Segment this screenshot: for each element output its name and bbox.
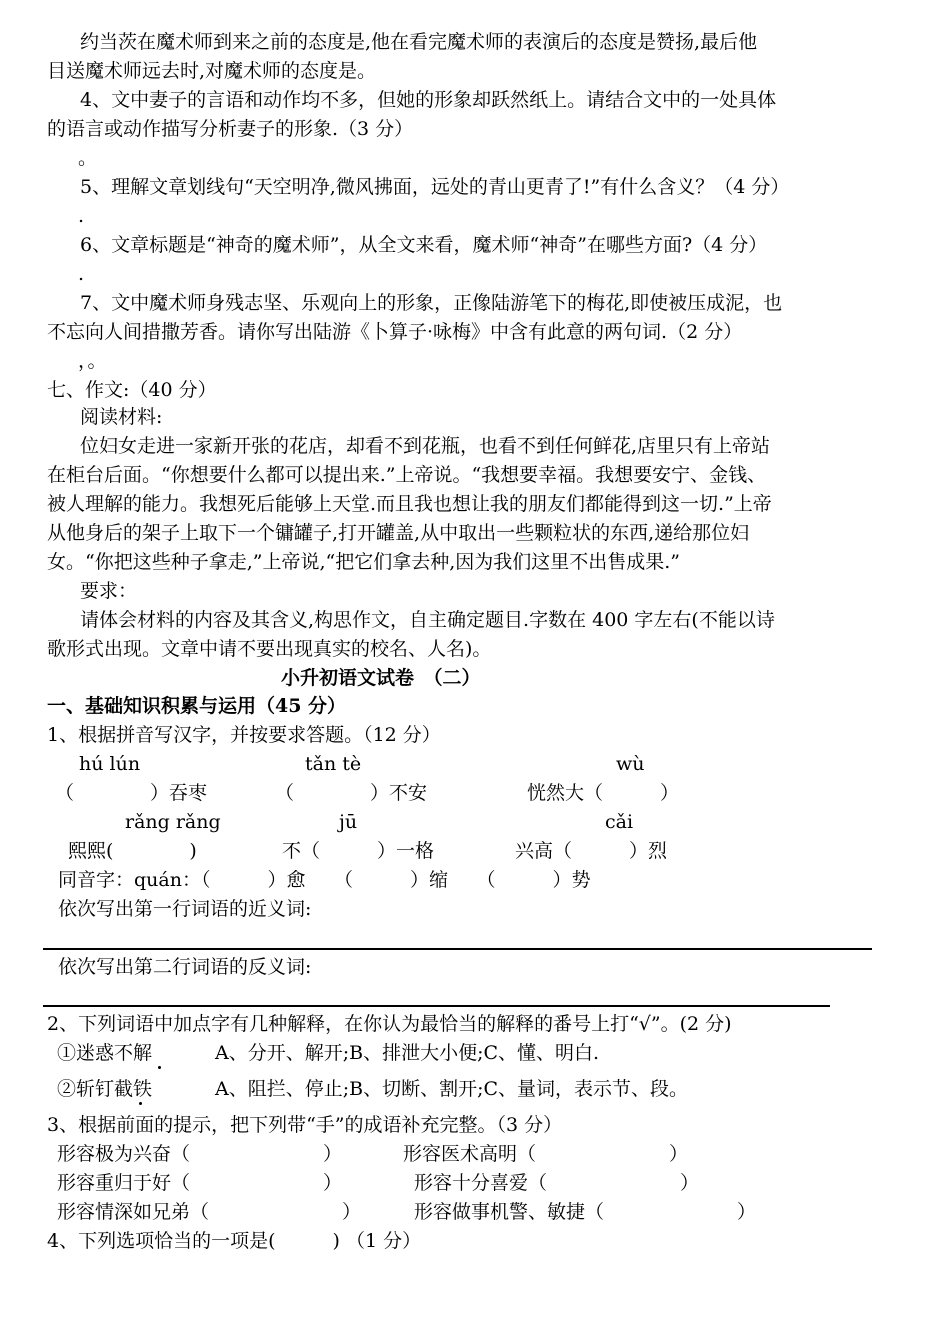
- idiom-blank: 形容做事机警、敏捷（ ）: [414, 1201, 757, 1223]
- idiom-blank: 形容情深如兄弟（ ）: [57, 1201, 362, 1223]
- idiom-blank: 形容极为兴奋（ ）: [57, 1143, 343, 1165]
- idiom-blank: 形容医术高明（ ）: [403, 1143, 689, 1165]
- text-line: 歌形式出现。文章中请不要出现真实的校名、人名)。: [47, 638, 492, 660]
- options-line: A、阻拦、停止;B、切断、割开;C、量词，表示节、段。: [215, 1078, 689, 1100]
- pinyin: hú lún: [79, 753, 141, 775]
- question-3: 3、根据前面的提示，把下列带“手”的成语补充完整。（3 分）: [47, 1114, 563, 1136]
- question-5: 5、理解文章划线句“天空明净,微风拂面，远处的青山更青了!”有什么含义？（4 分）: [80, 176, 790, 198]
- material-label: 阅读材料:: [80, 406, 163, 428]
- question-4-choice: 4、下列选项恰当的一项是( ) （1 分）: [47, 1230, 422, 1252]
- pinyin: wù: [616, 753, 645, 775]
- synonym-prompt: 依次写出第一行词语的近义词:: [58, 898, 312, 920]
- text-line: 从他身后的架子上取下一个镛罐子,打开罐盖,从中取出一些颗粒状的东西,递给那位妇: [47, 522, 750, 544]
- text-line: 被人理解的能力。我想死后能够上天堂.而且我也想让我的朋友们都能得到这一切.”上帝: [47, 493, 772, 515]
- text-line: 在柜台后面。“你想要什么都可以提出来.”上帝说。“我想要幸福。我想要安宁、金钱、: [47, 464, 767, 486]
- text-line: 请体会材料的内容及其含义,构思作文，自主确定题目.字数在 400 字左右(不能以诗: [80, 609, 775, 631]
- idiom-blank: 形容十分喜爱（ ）: [414, 1172, 700, 1194]
- emphasis-dot: [158, 1066, 161, 1069]
- text-line: 的语言或动作描写分析妻子的形象.（3 分）: [47, 118, 414, 140]
- answer-blank: .: [78, 205, 85, 227]
- text-line: 女。“你把这些种子拿走,”上帝说,“把它们拿去种,因为我们这里不出售成果.”: [47, 551, 681, 573]
- question-1: 1、根据拼音写汉字，并按要求答题。（12 分）: [47, 724, 441, 746]
- text-line: 约当茨在魔术师到来之前的态度是,他在看完魔术师的表演后的态度是赞扬,最后他: [80, 31, 758, 53]
- page-title: 小升初语文试卷 （二）: [281, 667, 481, 689]
- fill-blank-word: 熙熙( ): [68, 840, 197, 862]
- answer-blank: 。: [78, 147, 98, 169]
- text-line: 位妇女走进一家新开张的花店，却看不到花瓶，也看不到任何鲜花,店里只有上帝站: [80, 435, 771, 457]
- emphasis-dot: [139, 1102, 142, 1105]
- idiom-blank: 形容重归于好（ ）: [57, 1172, 343, 1194]
- question-7: 7、文中魔术师身残志坚、乐观向上的形象，正像陆游笔下的梅花,即使被压成泥，也: [80, 292, 783, 314]
- answer-line: [43, 948, 872, 950]
- answer-line: [43, 1005, 830, 1007]
- options-line: A、分开、解开;B、排泄大小便;C、懂、明白.: [215, 1042, 600, 1064]
- text-line: 目送魔术师远去时,对魔术师的态度是。: [47, 60, 377, 82]
- fill-blank-word: （ ）不安: [275, 782, 428, 804]
- pinyin: rǎng rǎng: [125, 811, 221, 833]
- fill-blank-word: 兴高（ ）烈: [515, 840, 668, 862]
- antonym-prompt: 依次写出第二行词语的反义词:: [58, 956, 312, 978]
- question-2: 2、下列词语中加点字有几种解释，在你认为最恰当的解释的番号上打“√”。(2 分): [47, 1013, 732, 1035]
- section-heading: 七、作文:（40 分）: [47, 379, 217, 401]
- homophone-row: 同音字：quán：（ ）愈 （ ）缩 （ ）势: [58, 869, 591, 891]
- question-4: 4、文中妻子的言语和动作均不多，但她的形象却跃然纸上。请结合文中的一处具体: [80, 89, 777, 111]
- section-heading: 一、基础知识积累与运用（45 分）: [47, 695, 347, 717]
- word-item: ②斩钉截铁: [57, 1078, 153, 1100]
- word-item: ①迷惑不解: [57, 1042, 153, 1064]
- fill-blank-word: 不（ ）一格: [282, 840, 435, 862]
- pinyin: tǎn tè: [305, 753, 362, 775]
- requirement-label: 要求：: [80, 580, 138, 602]
- question-6: 6、文章标题是“神奇的魔术师”，从全文来看，魔术师“神奇”在哪些方面?（4 分）: [80, 234, 768, 256]
- fill-blank-word: 恍然大（ ）: [527, 782, 680, 804]
- answer-blank: .: [78, 263, 85, 285]
- pinyin: cǎi: [605, 811, 634, 833]
- text-line: 不忘向人间措撒芳香。请你写出陆游《卜算子·咏梅》中含有此意的两句词.（2 分）: [47, 321, 743, 343]
- answer-blank: ，。: [78, 350, 107, 372]
- pinyin: jū: [339, 811, 358, 833]
- fill-blank-word: （ ）吞枣: [55, 782, 208, 804]
